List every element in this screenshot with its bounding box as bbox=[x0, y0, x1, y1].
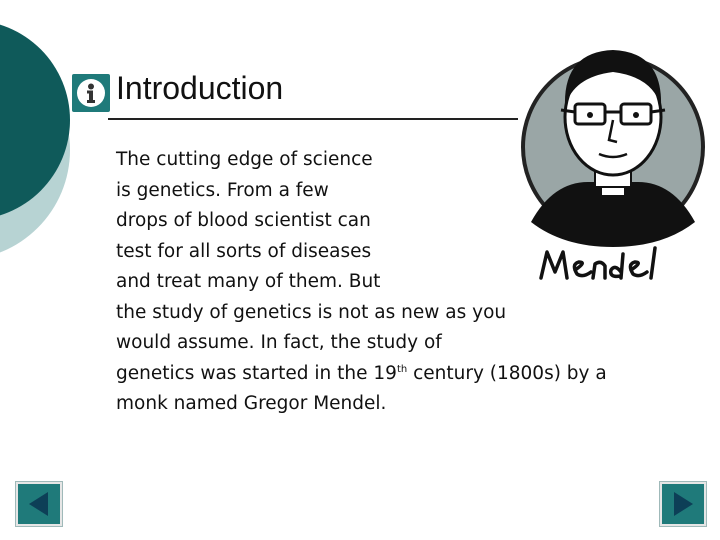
previous-slide-button[interactable] bbox=[16, 482, 62, 526]
body-line: test for all sorts of diseases bbox=[116, 240, 372, 262]
body-line: would assume. In fact, the study of bbox=[116, 332, 442, 353]
next-slide-button[interactable] bbox=[660, 482, 706, 526]
title-underline bbox=[108, 118, 518, 120]
body-text-part: genetics was started in the 19 bbox=[116, 362, 397, 384]
decorative-circles bbox=[0, 0, 120, 300]
body-line: monk named Gregor Mendel. bbox=[116, 393, 387, 414]
ordinal-suffix: th bbox=[396, 363, 408, 375]
body-line: drops of blood scientist can bbox=[116, 210, 371, 231]
body-line: the study of genetics is not as new as you bbox=[116, 301, 507, 323]
triangle-right-icon bbox=[662, 484, 704, 524]
mendel-signature-image bbox=[535, 240, 685, 288]
info-icon bbox=[72, 74, 110, 112]
body-line bbox=[116, 359, 706, 390]
body-line: The cutting edge of science bbox=[116, 149, 373, 170]
body-text-part: century (1800s) by a bbox=[407, 362, 607, 384]
body-line: is genetics. From a few bbox=[116, 179, 329, 201]
body-line: and treat many of them. But bbox=[116, 271, 381, 292]
slide-title: Introduction bbox=[116, 70, 284, 106]
triangle-left-icon bbox=[18, 484, 60, 524]
